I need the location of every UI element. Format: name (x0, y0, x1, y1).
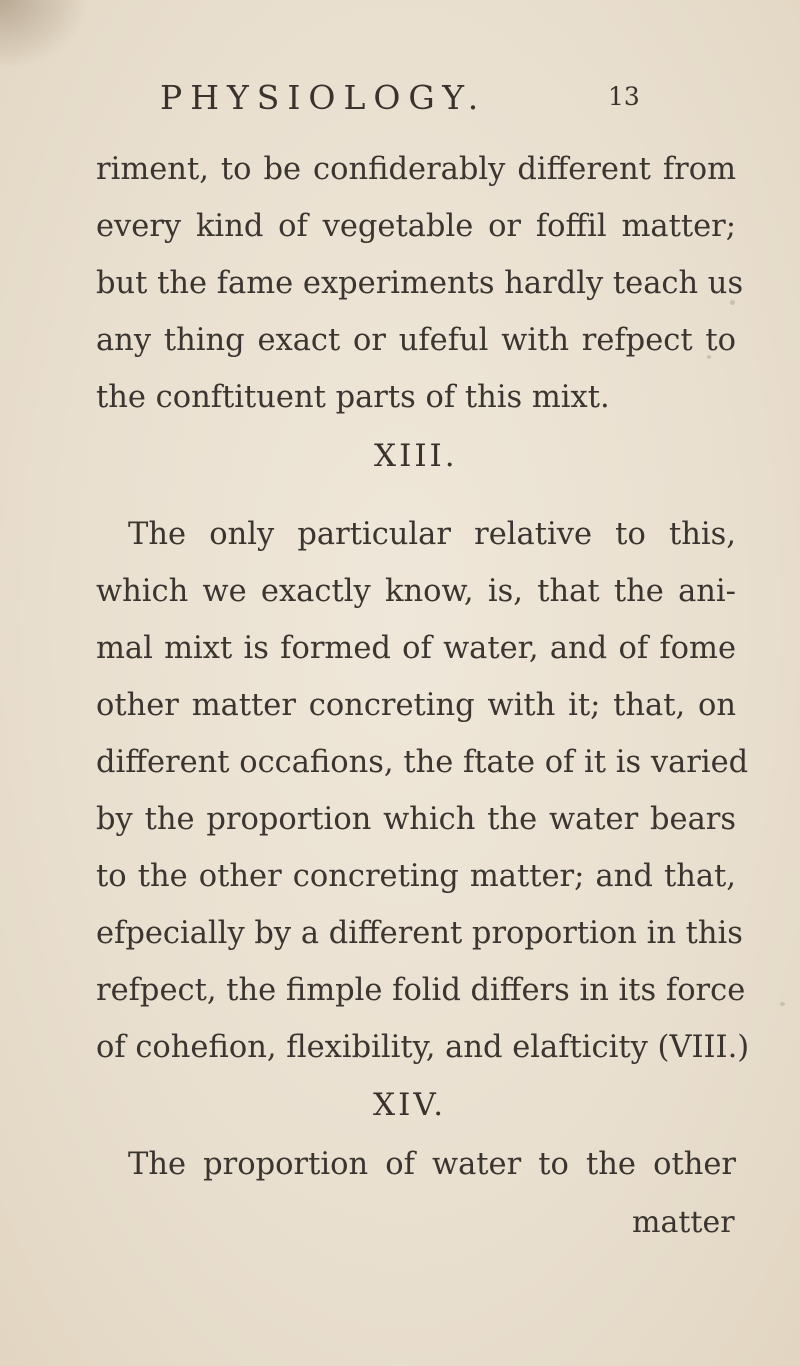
running-head: PHYSIOLOGY. (160, 78, 487, 117)
text-line: by the proportion which the water bears (96, 802, 736, 837)
text-line: any thing exact or ufeful with refpect to (96, 323, 736, 358)
text-line: of cohefion, flexibility, and elafticity (VIII.) (96, 1030, 750, 1065)
section-heading-xiii: XIII. (374, 438, 458, 474)
text-line: to the other concreting matter; and that, (96, 859, 736, 894)
text-line: The proportion of water to the other (128, 1147, 736, 1182)
page-corner-shadow (0, 0, 90, 70)
text-line: every kind of vegetable or foffil matter; (96, 209, 736, 244)
text-line: different occafions, the ftate of it is varied (96, 745, 749, 780)
section-heading-xiv: XIV. (373, 1087, 447, 1123)
text-line: but the fame experiments hardly teach us (96, 266, 744, 301)
text-line: the conftituent parts of this mixt. (96, 380, 610, 415)
paper-speck (707, 355, 711, 359)
text-line: refpect, the fimple folid differs in its force (96, 973, 746, 1008)
page-number: 13 (608, 82, 640, 111)
text-line: riment, to be confiderably different from (96, 152, 736, 187)
text-line: mal mixt is formed of water, and of fome (96, 631, 736, 666)
page-header (0, 78, 800, 118)
paper-speck (730, 300, 735, 305)
text-line: which we exactly know, is, that the ani- (96, 574, 736, 609)
text-line: The only particular relative to this, (128, 517, 736, 552)
paper-speck (780, 1002, 785, 1006)
catchword: matter (632, 1205, 735, 1240)
text-line: efpecially by a different proportion in this (96, 916, 743, 951)
text-line: other matter concreting with it; that, on (96, 688, 736, 723)
